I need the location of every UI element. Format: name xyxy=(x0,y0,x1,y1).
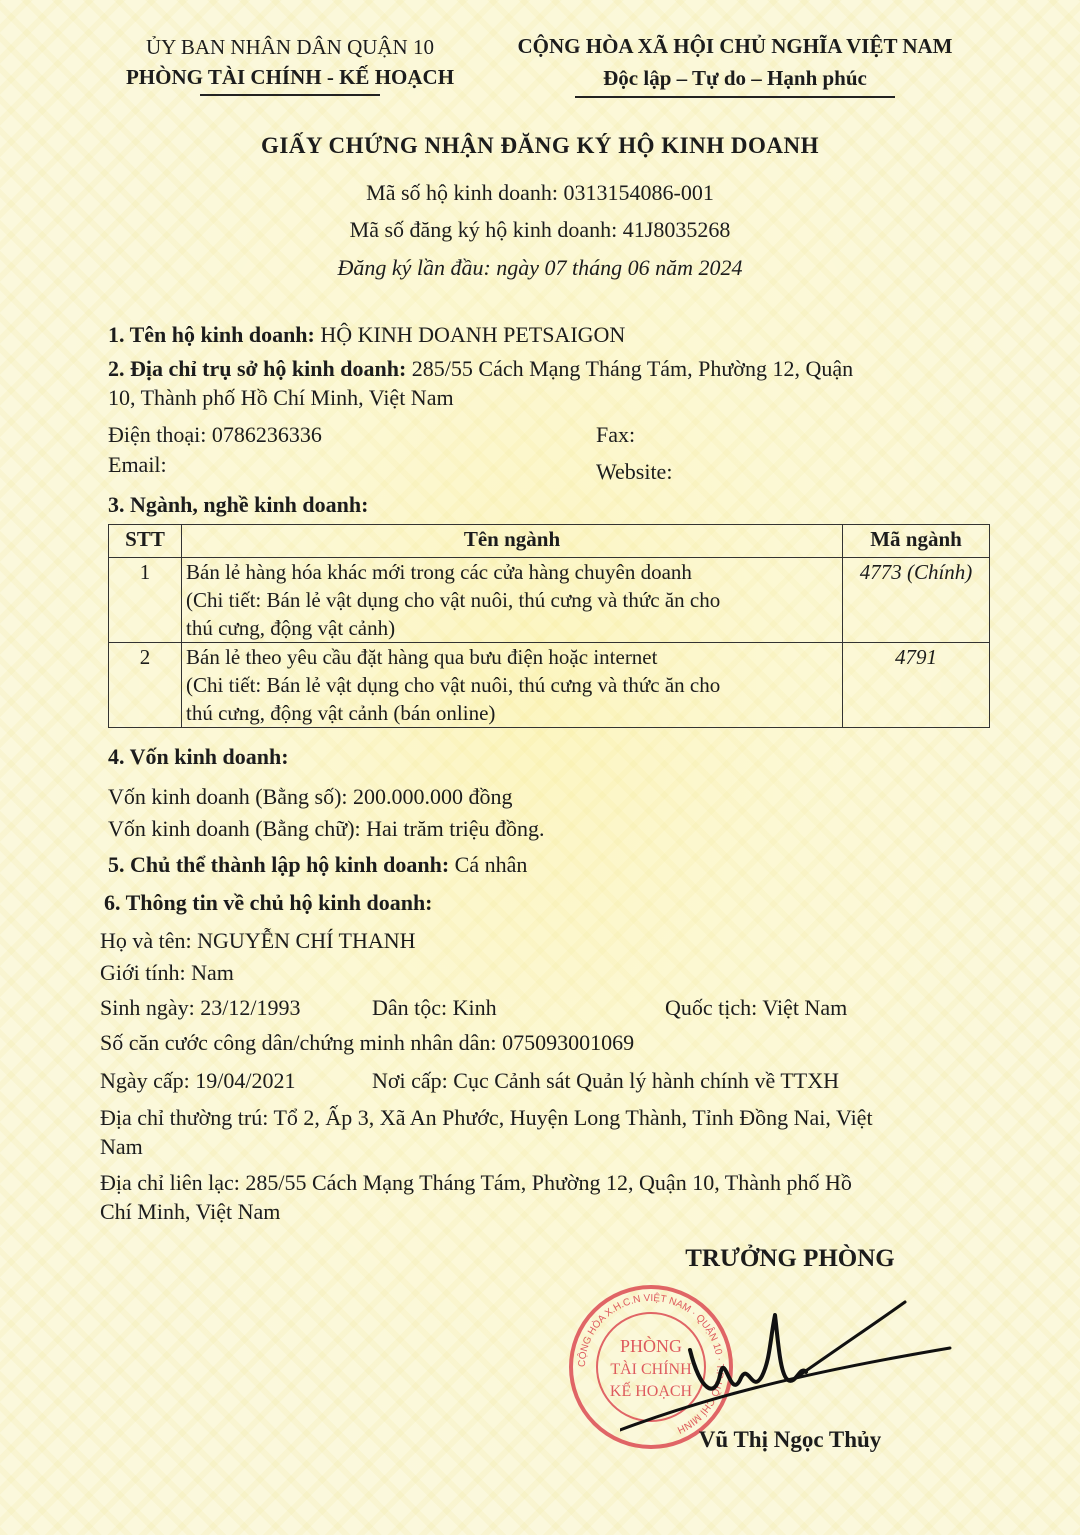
signer-name: Vũ Thị Ngọc Thủy xyxy=(698,1427,882,1452)
contact-address xyxy=(100,1168,852,1198)
row-ma-nganh: 4791 xyxy=(843,643,990,728)
capital-number-label: Vốn kinh doanh (Bằng số): xyxy=(108,784,348,809)
issuer-underline xyxy=(200,94,380,96)
col-ma-nganh: Mã ngành xyxy=(843,525,990,558)
row-stt: 2 xyxy=(109,643,182,728)
address-line2: 10, Thành phố Hồ Chí Minh, Việt Nam xyxy=(108,385,454,410)
row-line2: (Chi tiết: Bán lẻ vật dụng cho vật nuôi, thú cưng và thức ăn cho xyxy=(186,588,721,612)
capital-words xyxy=(108,814,545,844)
business-code-label: Mã số hộ kinh doanh: xyxy=(366,180,559,205)
owner-name-label: Họ và tên: xyxy=(100,928,192,953)
seal-ring-text: CỘNG HÒA X.H.C.N VIỆT NAM · QUẬN 10 · T.P HỒ CHÍ MINH xyxy=(576,1292,726,1436)
section-1-label: 1. Tên hộ kinh doanh: xyxy=(108,322,315,347)
nationality-label: Quốc tịch: xyxy=(665,995,758,1020)
id-issue-place xyxy=(372,1066,839,1096)
section-2-label: 2. Địa chỉ trụ sở hộ kinh doanh: xyxy=(108,356,407,381)
section-5-label: 5. Chủ thể thành lập hộ kinh doanh: xyxy=(108,852,450,877)
owner-birth xyxy=(100,993,300,1023)
business-name: HỘ KINH DOANH PETSAIGON xyxy=(320,322,626,347)
phone-row xyxy=(108,420,322,450)
business-code xyxy=(0,180,1080,206)
id-issue-date xyxy=(100,1066,296,1096)
owner-nationality xyxy=(665,993,847,1023)
permanent-address xyxy=(100,1103,873,1133)
permanent-address-label: Địa chỉ thường trú: xyxy=(100,1105,269,1130)
capital-number-value: 200.000.000 đồng xyxy=(353,784,513,809)
email-label: Email: xyxy=(108,452,167,477)
fax-label: Fax: xyxy=(596,422,636,447)
nationality-value: Việt Nam xyxy=(762,995,848,1020)
id-label: Số căn cước công dân/chứng minh nhân dân: xyxy=(100,1030,497,1055)
founder-type: Cá nhân xyxy=(454,852,528,877)
col-stt: STT xyxy=(109,525,182,558)
table-header-row xyxy=(109,525,990,558)
contact-address-line2: Chí Minh, Việt Nam xyxy=(100,1199,281,1224)
owner-gender xyxy=(100,958,234,988)
motto-underline xyxy=(575,96,895,98)
seal-line3: KẾ HOẠCH xyxy=(609,1383,693,1400)
row-ten-nganh xyxy=(182,643,843,728)
row-ma-nganh: 4773 (Chính) xyxy=(843,558,990,643)
registration-code-label: Mã số đăng ký hộ kinh doanh: xyxy=(349,217,618,242)
owner-name-value: NGUYỄN CHÍ THANH xyxy=(197,928,416,953)
issue-place-value: Cục Cảnh sát Quản lý hành chính về TTXH xyxy=(453,1068,840,1093)
ethnicity-value: Kinh xyxy=(452,995,497,1020)
row-line1: Bán lẻ theo yêu cầu đặt hàng qua bưu điện hoặc internet xyxy=(186,645,658,669)
section-1 xyxy=(108,320,625,350)
signer-title: TRƯỞNG PHÒNG xyxy=(685,1245,895,1272)
id-value: 075093001069 xyxy=(502,1030,635,1055)
gender-value: Nam xyxy=(191,960,234,985)
row-stt: 1 xyxy=(109,558,182,643)
section-3-label: 3. Ngành, nghề kinh doanh: xyxy=(108,492,369,517)
issue-date-value: 19/04/2021 xyxy=(195,1068,296,1093)
permanent-address-line1: Tổ 2, Ấp 3, Xã An Phước, Huyện Long Thành, Tỉnh Đồng Nai, Việt xyxy=(273,1105,873,1130)
issue-place-label: Nơi cấp: xyxy=(372,1068,448,1093)
table-row xyxy=(109,558,990,643)
row-line2: (Chi tiết: Bán lẻ vật dụng cho vật nuôi, thú cưng và thức ăn cho xyxy=(186,673,721,697)
issue-date-label: Ngày cấp: xyxy=(100,1068,190,1093)
address-line1: 285/55 Cách Mạng Tháng Tám, Phường 12, Quận xyxy=(411,356,854,381)
capital-number xyxy=(108,782,513,812)
registration-code xyxy=(0,217,1080,243)
national-title: CỘNG HÒA XÃ HỘI CHỦ NGHĨA VIỆT NAM xyxy=(517,34,953,58)
website-label: Website: xyxy=(596,459,673,484)
national-header xyxy=(495,30,975,98)
owner-id xyxy=(100,1028,634,1058)
section-2 xyxy=(108,354,853,384)
ethnicity-label: Dân tộc: xyxy=(372,995,448,1020)
table-row xyxy=(109,643,990,728)
section-4-label: 4. Vốn kinh doanh: xyxy=(108,744,289,769)
row-ten-nganh xyxy=(182,558,843,643)
owner-ethnicity xyxy=(372,993,497,1023)
permanent-address-line2: Nam xyxy=(100,1134,143,1159)
national-motto: Độc lập – Tự do – Hạnh phúc xyxy=(603,66,867,90)
issuer-line1: ỦY BAN NHÂN DÂN QUẬN 10 xyxy=(146,35,434,59)
issuer-line2: PHÒNG TÀI CHÍNH - KẾ HOẠCH xyxy=(125,65,455,89)
row-line3: thú cưng, động vật cảnh) xyxy=(186,616,396,640)
capital-words-label: Vốn kinh doanh (Bằng chữ): xyxy=(108,816,361,841)
birth-label: Sinh ngày: xyxy=(100,995,195,1020)
gender-label: Giới tính: xyxy=(100,960,186,985)
issuer-header xyxy=(90,32,490,96)
seal-line2: TÀI CHÍNH xyxy=(610,1361,692,1378)
row-line3: thú cưng, động vật cảnh (bán online) xyxy=(186,701,496,725)
phone-value: 0786236336 xyxy=(211,422,322,447)
phone-label: Điện thoại: xyxy=(108,422,207,447)
contact-address-label: Địa chỉ liên lạc: xyxy=(100,1170,240,1195)
seal-line1: PHÒNG xyxy=(619,1336,683,1356)
document-title: GIẤY CHỨNG NHẬN ĐĂNG KÝ HỘ KINH DOANH xyxy=(261,133,819,158)
owner-name xyxy=(100,926,416,956)
registration-code-value: 41J8035268 xyxy=(622,217,731,242)
section-6-label: 6. Thông tin về chủ hộ kinh doanh: xyxy=(104,890,433,915)
business-code-value: 0313154086-001 xyxy=(563,180,714,205)
row-line1: Bán lẻ hàng hóa khác mới trong các cửa hàng chuyên doanh xyxy=(186,560,692,584)
contact-address-line1: 285/55 Cách Mạng Tháng Tám, Phường 12, Quận 10, Thành phố Hồ xyxy=(245,1170,852,1195)
first-registration-date: Đăng ký lần đầu: ngày 07 tháng 06 năm 2024 xyxy=(337,255,743,280)
col-ten-nganh: Tên ngành xyxy=(182,525,843,558)
capital-words-value: Hai trăm triệu đồng. xyxy=(366,816,545,841)
birth-value: 23/12/1993 xyxy=(200,995,301,1020)
business-lines-table xyxy=(108,524,990,728)
section-5 xyxy=(108,850,527,880)
